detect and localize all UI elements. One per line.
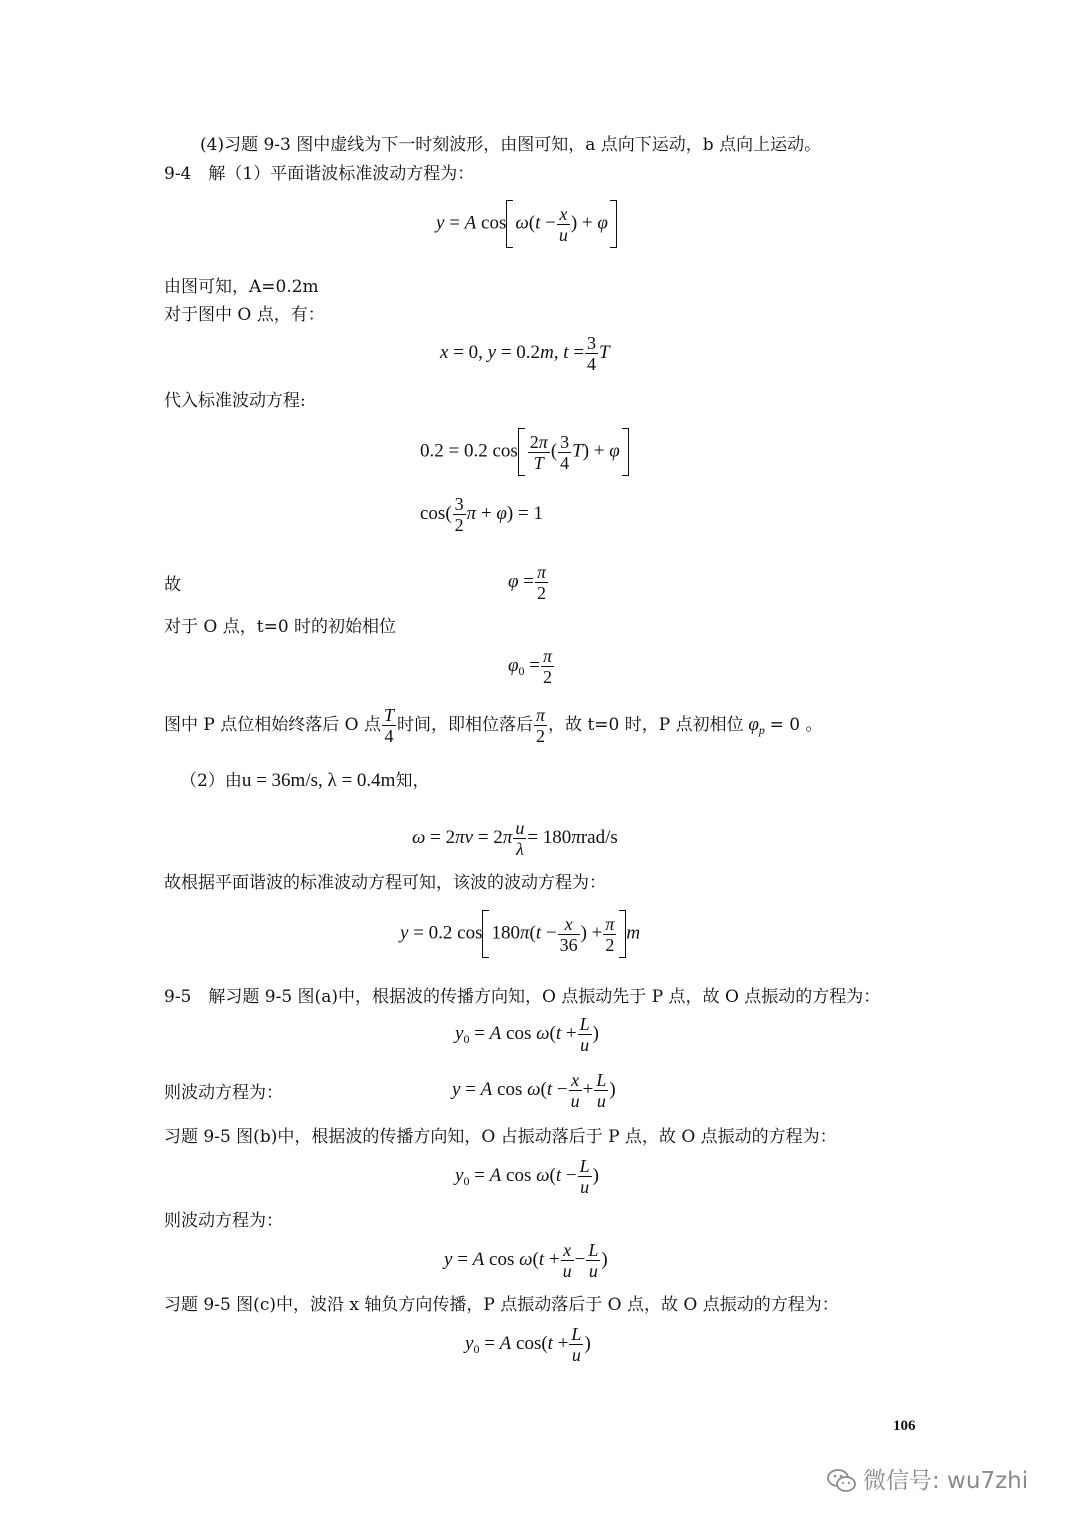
text-line-12: 则波动方程为：	[164, 1083, 283, 1103]
text-line-8d: = 0 。	[769, 715, 823, 735]
text-line-1: (4)习题 9-3 图中虚线为下一时刻波形，由图可知，a 点向下运动，b 点向上运动。	[200, 135, 822, 155]
text-line-9	[180, 770, 429, 792]
equation-point-o: x = 0, y = 0.2m, t = $\frac{3}{4}$ T	[440, 333, 610, 374]
text-line-5: 代入标准波动方程:	[164, 391, 306, 411]
text-line-8b: 时间，即相位落后	[397, 715, 534, 735]
text-line-11: 9-5 解习题 9-5 图(a)中，根据波的传播方向知，O 点振动先于 P 点，故 O 点振动的方程为：	[164, 987, 881, 1007]
text-line-8a: 图中 P 点位相始终落后 O 点	[164, 715, 381, 735]
equation-a-y0: $y_0 = A$ cos ω(t + $\frac{L}{u}$ )	[455, 1014, 599, 1055]
text-line-6: 故	[164, 575, 181, 595]
equation-substituted: 0.2 = 0.2 cos $\frac{2\pi}{T}$ ( $\frac{3}{4}$ T) + φ	[420, 428, 629, 476]
text-line-7: 对于 O 点，t=0 时的初始相位	[164, 617, 397, 637]
text-line-9b: u = 36m/s, λ = 0.4m	[241, 770, 396, 791]
text-line-10: 故根据平面谐波的标准波动方程可知，该波的波动方程为：	[164, 873, 606, 893]
wechat-icon	[827, 1468, 857, 1494]
equation-b-wave: y = A cos ω(t + $\frac{x}{u}$ − $\frac{L}{u}$ )	[444, 1240, 608, 1281]
text-line-9a: （2）由	[180, 771, 242, 791]
text-line-15: 习题 9-5 图(c)中，波沿 x 轴负方向传播，P 点振动落后于 O 点，故 O 点振动的方程为：	[164, 1295, 839, 1315]
text-line-9c: 知，	[395, 771, 430, 791]
text-line-8c: ，故 t=0 时，P 点初相位	[548, 715, 744, 735]
equation-c-y0: $y_0 = A$ cos(t + $\frac{L}{u}$ )	[465, 1324, 591, 1365]
watermark	[827, 1462, 1028, 1495]
text-line-13: 习题 9-5 图(b)中，根据波的传播方向知，O 占振动落后于 P 点，故 O 点振动的方程为：	[164, 1127, 837, 1147]
equation-phi0: $\varphi_0$ = $\frac{\pi}{2}$	[508, 646, 553, 687]
text-line-14: 则波动方程为：	[164, 1211, 283, 1231]
watermark-text: 微信号: wu7zhi	[863, 1468, 1029, 1494]
equation-a-wave: y = A cos ω(t − $\frac{x}{u}$ + $\frac{L}{u}$ )	[452, 1070, 616, 1111]
equation-phi: φ = $\frac{\pi}{2}$	[508, 562, 547, 603]
text-line-3: 由图可知，A=0.2m	[164, 277, 319, 297]
equation-b-y0: $y_0 = A$ cos ω(t − $\frac{L}{u}$ )	[455, 1156, 599, 1197]
text-line-8: 图中 P 点位相始终落后 O 点 $\frac{T}{4}$ 时间，即相位落后 $\frac{\pi}{2}$ ，故 t=0 时，P 点初相位 $\varphi_p = 0$ 。	[164, 705, 823, 746]
equation-cos: cos( $\frac{3}{2}$ π + φ) = 1	[420, 494, 543, 535]
text-line-4: 对于图中 O 点，有：	[164, 305, 325, 325]
text-line-2: 9-4 解（1）平面谐波标准波动方程为：	[164, 164, 475, 184]
equation-standard-wave: y = A cos ω(t − $\frac{x}{u}$ ) + φ	[436, 200, 617, 248]
equation-wave-final: y = 0.2 cos 180π(t − $\frac{x}{36}$ ) + $\frac{\pi}{2}$ m	[400, 910, 640, 958]
equation-omega: ω = 2πν = 2π $\frac{u}{\lambda}$ = 180πrad/s	[412, 818, 618, 859]
page-number: 106	[893, 1418, 916, 1434]
